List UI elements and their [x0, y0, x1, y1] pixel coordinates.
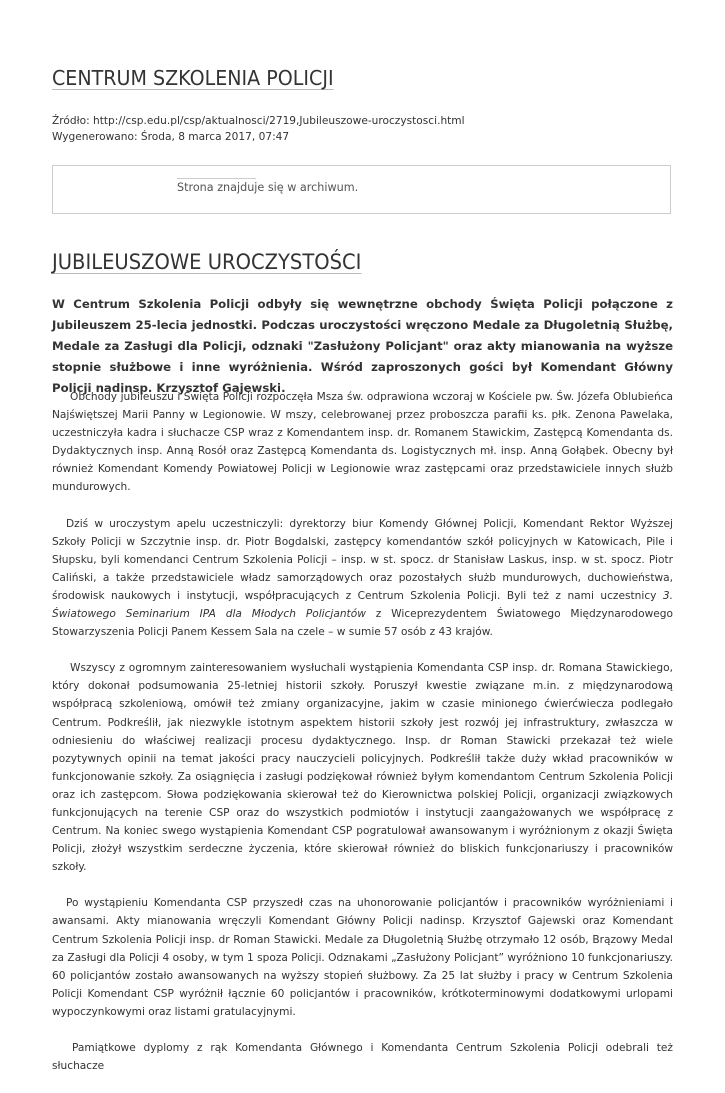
- article-paragraph: Obchody jubileuszu i Święta Policji rozpoczęła Msza św. odprawiona wczoraj w Kościele pw. Św. Józefa Oblubieńca Najświętszej Marii Panny w Legionowie. W mszy, celebrowanej przez proboszcza parafii ks. płk. Zenona Pawelaka, uczestniczyła kadra i słuchacze CSP wraz z Komendantem insp. dr. Romanem Stawickim, Zastępcą Komendanta ds. Dydaktycznych insp. Anną Rosół oraz Zastępcą Komendanta ds. Logistycznych mł. insp. Anną Gołąbek. Obecny był również Komendant Komendy Powiatowej Policji w Legionowie wraz zastępcami oraz przedstawiciele innych służb mundurowych.: [52, 391, 673, 494]
- source-line: Źródło: http://csp.edu.pl/csp/aktualnosci/2719,Jubileuszowe-uroczystosci.html: [52, 115, 465, 127]
- article-paragraph: Wszyscy z ogromnym zainteresowaniem wysłuchali wystąpienia Komendanta CSP insp. dr. Romana Stawickiego, który dokonał podsumowania 25-letniej historii szkoły. Poruszył kwestie związane m.in. z międzynarodową współpracą szkoleniową, omówił też zmiany organizacyjne, jakim w czasie minionego ćwierćwiecza podlegało Centrum. Podkreślił, jak niezwykle istotnym aspektem historii szkoły jest rozwój jej infrastruktury, zwłaszcza w odniesieniu do właściwej realizacji procesu dydaktycznego. Insp. dr Roman Stawicki przekazał też wiele pozytywnych opinii na temat jakości pracy nauczycieli policyjnych. Podkreślił także duży wkład pracowników w funkcjonowanie szkoły. Za osiągnięcia i zasługi podziękował również byłym komendantom Centrum Szkolenia Policji oraz ich zastępcom. Słowa podziękowania skierował też do Kierownictwa polskiej Policji, organizacji związkowych funkcjonujących na terenie CSP oraz do wszystkich podmiotów i instytucji zaangażowanych we współpracę z Centrum. Na koniec swego wystąpienia Komendant CSP pogratulował awansowanym i wyróżnionym z okazji Święta Policji, złożył wszystkim serdeczne życzenia, które skierował również do bliskich funkcjonariuszy i pracowników szkoły.: [52, 662, 673, 874]
- document-meta: [52, 114, 465, 145]
- archive-notice-text: Strona znajduje się w archiwum.: [177, 181, 359, 194]
- paragraph-text: z Wiceprezydentem Światowego Międzynarodowego Stowarzyszenia Policji Panem Kessem Sala na czele – w sumie 57 osób z 43 krajów.: [52, 608, 673, 639]
- seminar-name: 3. Światowego Seminarium IPA dla Młodych Policjantów: [52, 589, 673, 621]
- article-paragraph: Po wystąpieniu Komendanta CSP przyszedł czas na uhonorowanie policjantów i pracowników wyróżnieniami i awansami. Akty mianowania wręczyli Komendant Główny Policji nadinsp. Krzysztof Gajewski oraz Komendant Centrum Szkolenia Policji insp. dr Roman Stawicki. Medale za Długoletnią Służbę otrzymało 12 osób, Brązowy Medal za Zasługi dla Policji 4 osoby, w tym 1 spoza Policji. Odznakami „Zasłużony Policjant” wyróżniono 10 funkcjonariuszy. 60 policjantów zostało awansowanych na wyższy stopień służbowy. Za 25 lat służby i pracy w Centrum Szkolenia Policji Komendant CSP wyróżnił łącznie 60 policjantów i pracowników, krótkoterminowymi dodatkowymi urlopami wypoczynkowymi oraz listami gratulacyjnymi.: [52, 897, 673, 1018]
- article-body: [52, 388, 673, 1093]
- article-title: JUBILEUSZOWE UROCZYSTOŚCI: [52, 250, 362, 274]
- article-paragraph: [52, 515, 673, 642]
- article-lead: W Centrum Szkolenia Policji odbyły się wewnętrzne obchody Święta Policji połączone z Jubileuszem 25-lecia jednostki. Podczas uroczystości wręczono Medale za Długoletnią Służbę, Medale za Zasługi dla Policji, odznaki "Zasłużony Policjant" oraz akty mianowania na wyższe stopnie służbowe i inne wyróżnienia. Wśród zaproszonych gości był Komendant Główny Policji nadinsp. Krzysztof Gajewski.: [52, 297, 673, 395]
- archive-notice-box: [52, 165, 671, 214]
- generated-line: Wygenerowano: Środa, 8 marca 2017, 07:47: [52, 130, 290, 143]
- site-title: CENTRUM SZKOLENIA POLICJI: [52, 66, 334, 90]
- paragraph-text: Dziś w uroczystym apelu uczestniczyli: dyrektorzy biur Komendy Głównej Policji, Komendant Rektor Wyższej Szkoły Policji w Szczytnie insp. dr. Piotr Bogdalski, zastępcy komendantów szkół policyjnych w Katowicach, Pile i Słupsku, byli komendanci Centrum Szkolenia Policji – insp. w st. spocz. dr Stanisław Laskus, insp. w st. spocz. Piotr Caliński, a także przedstawiciele władz samorządowych oraz pozostałych służb mundurowych, duchowieństwa, środowisk naukowych i instytucji, współpracujących z Centrum Szkolenia Policji. Byli też z nami uczestnicy: [52, 517, 673, 602]
- archive-notice-divider: [177, 178, 256, 179]
- article-paragraph: Pamiątkowe dyplomy z rąk Komendanta Głównego i Komendanta Centrum Szkolenia Policji odebrali też słuchacze: [52, 1042, 673, 1073]
